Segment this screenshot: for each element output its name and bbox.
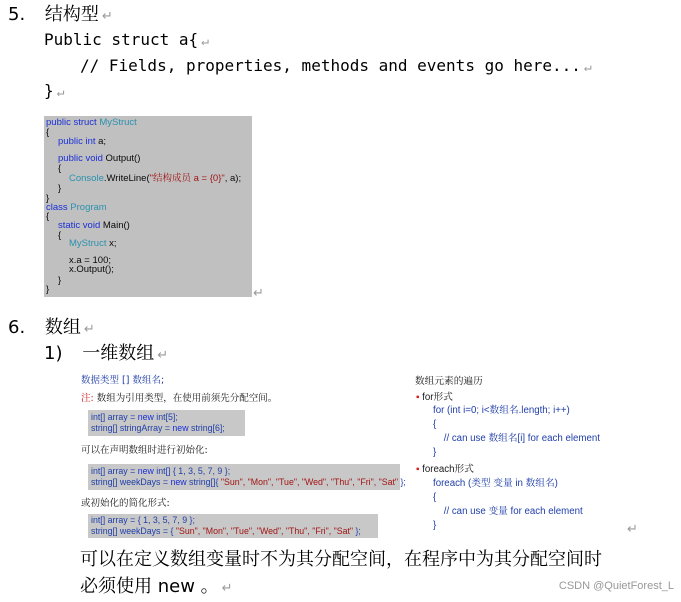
code-box xyxy=(88,410,245,436)
code-line: { xyxy=(46,211,50,222)
code-line: string[] weekDays = { "Sun", "Mon", "Tue", "Wed", "Thu", "Fri", "Sat" }; xyxy=(91,526,361,536)
code-line: } xyxy=(46,284,50,295)
code-line: } xyxy=(58,275,62,286)
section-number: 6. xyxy=(8,317,26,338)
paragraph-mark-icon: ↵ xyxy=(83,322,95,337)
code-line: x.a = 100; xyxy=(69,255,111,266)
code-line: class Program xyxy=(46,202,107,213)
traversal-title: 数组元素的遍历 xyxy=(415,376,483,387)
code-line-comment: // Fields, properties, methods and events go here... ↵ xyxy=(80,56,592,75)
subsection-number: 1) xyxy=(44,343,63,364)
foreach-line: } xyxy=(433,520,437,531)
short-form-label: 或初始化的简化形式: xyxy=(81,498,170,509)
code-line: int[] array = new int[5]; xyxy=(91,412,178,422)
code-line: { xyxy=(58,230,62,241)
array-traversal-image xyxy=(412,372,624,536)
subsection-title: 一维数组 xyxy=(82,343,155,364)
paragraph-mark-icon: ↵ xyxy=(627,522,638,537)
array-declaration-image xyxy=(79,372,409,540)
foreach-line: // can use 变量 for each element xyxy=(433,506,583,517)
section-title: 结构型 xyxy=(44,4,99,25)
for-line: // can use 数组名[i] for each element xyxy=(433,433,600,444)
for-title: ▪ for形式 xyxy=(416,392,453,403)
code-line-struct-decl: Public struct a{ ↵ xyxy=(44,30,209,49)
code-line: static void Main() xyxy=(58,220,130,231)
code-line: { xyxy=(58,163,62,174)
foreach-line: { xyxy=(433,492,437,503)
code-line: public void Output() xyxy=(58,153,141,164)
section-number: 5. xyxy=(8,4,26,25)
code-line: string[] stringArray = new string[6]; xyxy=(91,423,225,433)
paragraph-mark-icon: ↵ xyxy=(157,348,169,363)
for-line: for (int i=0; i<数组名.length; i++) xyxy=(433,405,570,416)
code-line: int[] array = { 1, 3, 5, 7, 9 }; xyxy=(91,515,195,525)
foreach-title: ▪ foreach形式 xyxy=(416,464,474,475)
code-line: string[] weekDays = new string[]{ "Sun", "Mon", "Tue", "Wed", "Thu", "Fri", "Sat" }; xyxy=(91,477,406,487)
code-line: int[] array = new int[] { 1, 3, 5, 7, 9 }; xyxy=(91,466,231,476)
paragraph-mark-icon: ↵ xyxy=(101,9,113,24)
code-line: MyStruct x; xyxy=(69,238,117,249)
init-label: 可以在声明数组时进行初始化: xyxy=(81,445,208,456)
code-line: x.Output(); xyxy=(69,264,114,275)
code-line: } xyxy=(46,193,50,204)
code-line: public struct MyStruct xyxy=(46,117,137,128)
code-line: public int a; xyxy=(58,136,107,147)
subsection-heading xyxy=(44,343,168,367)
section-title: 数组 xyxy=(44,317,81,338)
paragraph-mark-icon: ↵ xyxy=(253,286,264,301)
code-box xyxy=(88,464,406,490)
section-6-heading xyxy=(8,317,95,341)
struct-code-image xyxy=(44,116,252,297)
foreach-line: foreach (类型 变量 in 数组名) xyxy=(433,478,558,489)
array-note: 注: 数组为引用类型，在使用前须先分配空间。 xyxy=(81,393,278,404)
for-line: { xyxy=(433,419,437,430)
paragraph-line: 可以在定义数组变量时不为其分配空间，在程序中为其分配空间时 xyxy=(80,549,602,570)
code-line: } xyxy=(58,183,62,194)
code-line-close-brace: } ↵ xyxy=(44,81,65,100)
code-box xyxy=(88,514,378,538)
code-line: { xyxy=(46,127,50,138)
paragraph-line: 必须使用 new 。 ↵ xyxy=(80,576,233,597)
code-line: Console.WriteLine("结构成员 a = {0}", a); xyxy=(69,173,242,184)
watermark: CSDN @QuietForest_L xyxy=(558,580,674,592)
section-5-heading xyxy=(8,4,113,28)
for-line: } xyxy=(433,447,437,458)
array-declaration-syntax: 数据类型 [] 数组名; xyxy=(81,375,165,386)
